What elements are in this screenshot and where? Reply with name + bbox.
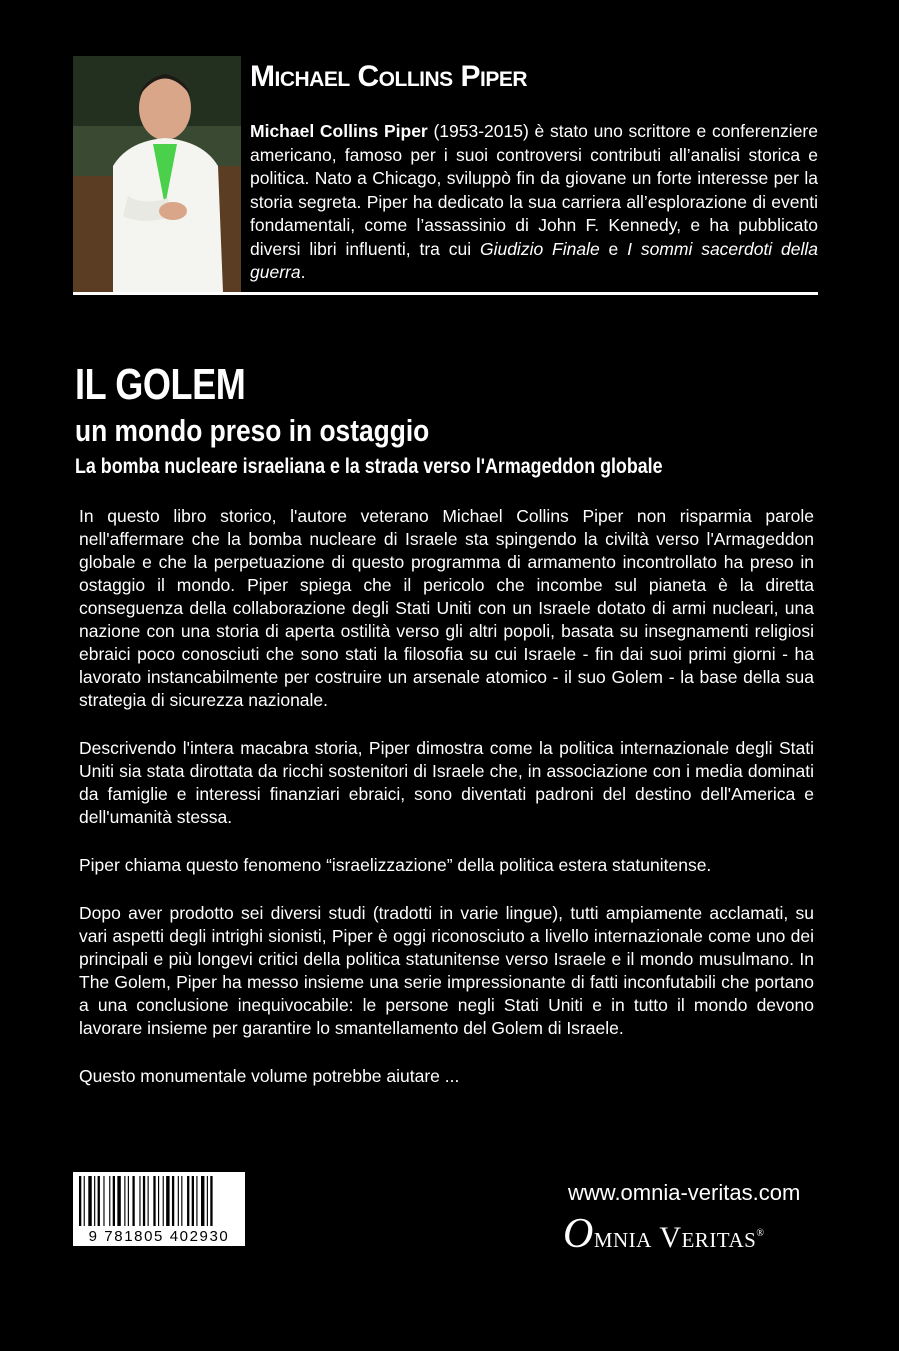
publisher-logo-initial: O — [563, 1211, 594, 1257]
blurb-paragraph: Dopo aver prodotto sei diversi studi (tradotti in varie lingue), tutti ampiamente acclamati, su vari aspetti degli intrighi sionisti, Piper è oggi riconosciuto a livello internazionale come uno dei principali e più longevi critici della politica statunitense verso Israele e il mondo musulmano. In The Golem, Piper ha messo insieme una serie impressionante di fatti inconfutabili che portano a una conclusione inequivocabile: le persone negli Stati Uniti e in tutto il mondo devono lavorare insieme per garantire lo smantellamento del Golem di Israele. — [79, 903, 814, 1038]
isbn-number: 9 781805 402930 — [88, 1228, 230, 1245]
barcode-bar — [88, 1176, 91, 1226]
barcode-bar — [187, 1176, 189, 1226]
registered-mark: ® — [756, 1228, 765, 1239]
barcode-bar — [166, 1176, 169, 1226]
barcode-bar — [181, 1176, 182, 1226]
barcode-bar — [84, 1176, 85, 1226]
barcode-bar — [158, 1176, 159, 1226]
barcode-bar — [153, 1176, 155, 1226]
barcode-bar — [196, 1176, 197, 1226]
author-bio-text-2: e — [599, 238, 628, 259]
barcode-bars — [73, 1172, 245, 1228]
barcode-bar — [128, 1176, 129, 1226]
barcode-bar — [113, 1176, 115, 1226]
barcode-bar — [109, 1176, 110, 1226]
book-blurb — [79, 505, 814, 1113]
barcode-bar — [192, 1176, 194, 1226]
author-name: Michael Collins Piper — [250, 60, 528, 93]
publisher-logo — [563, 1210, 764, 1258]
author-bio-name: Michael Collins Piper — [250, 121, 428, 141]
barcode-bar — [139, 1176, 140, 1226]
author-bio-text-1: (1953-2015) è stato uno scrittore e conferenziere americano, famoso per i suoi controversi contributi all’analisi storica e politica. Nato a Chicago, sviluppò fin da giovane un forte interesse per la storia segreta. Piper ha dedicato la sua carriera all’esplorazione di eventi fondamentali, come l’assassinio di John F. Kennedy, e ha pubblicato diversi libri influenti, tra cui — [250, 121, 818, 259]
book-title: IL GOLEM — [75, 360, 246, 409]
barcode-bar — [79, 1176, 81, 1226]
barcode-bar — [124, 1176, 125, 1226]
barcode-bar — [98, 1176, 100, 1226]
barcode-bar — [207, 1176, 208, 1226]
author-bio — [250, 120, 818, 285]
barcode-bar — [210, 1176, 212, 1226]
barcode-bar — [163, 1176, 164, 1226]
blurb-paragraph: Questo monumentale volume potrebbe aiutare ... — [79, 1066, 460, 1086]
barcode-bar — [143, 1176, 145, 1226]
blurb-paragraph: Descrivendo l'intera macabra storia, Piper dimostra come la politica internazionale degli Stati Uniti sia stata dirottata da ricchi sostenitori di Israele che, in associazione con i media dominati da famiglie e interessi finanziari ebraici, sono diventati padroni del destino dell'America e dell'umanità stessa. — [79, 738, 814, 827]
barcode-bar — [94, 1176, 95, 1226]
author-portrait-illustration — [73, 56, 241, 292]
barcode-bar — [178, 1176, 179, 1226]
publisher-logo-v: V — [659, 1221, 682, 1254]
blurb-paragraph: Piper chiama questo fenomeno “israelizzazione” della politica estera statunitense. — [79, 855, 712, 875]
publisher-logo-part-2: eritas — [681, 1221, 757, 1254]
book-tagline: La bomba nucleare israeliana e la strada verso l'Armageddon globale — [75, 455, 663, 478]
publisher-url: www.omnia-veritas.com — [568, 1180, 801, 1205]
section-divider — [73, 292, 818, 295]
isbn-barcode — [73, 1172, 245, 1246]
barcode-bar — [117, 1176, 120, 1226]
barcode-bar — [201, 1176, 204, 1226]
publisher-logo-part-1: mnia — [593, 1221, 660, 1254]
barcode-bar — [172, 1176, 174, 1226]
author-bio-text-3: . — [300, 262, 306, 282]
book-subtitle: un mondo preso in ostaggio — [75, 413, 430, 448]
blurb-paragraph: In questo libro storico, l'autore veterano Michael Collins Piper non risparmia parole nell'affermare che la bomba nucleare di Israele sta spingendo la civiltà verso l'Armageddon globale e che la perpetuazione di questo programma di armamento incontrollato ha preso in ostaggio il mondo. Piper spiega che il pericolo che incombe sul pianeta è la diretta conseguenza della collaborazione degli Stati Uniti con un Israele dotato di armi nucleari, una nazione con una storia di aperta ostilità verso gli altri popoli, basata su insegnamenti religiosi ebraici poco conosciuti che sono stati la filosofia su cui Israele - fin dai suoi primi giorni - ha lavorato instancabilmente per costruire un arsenale atomico - il suo Golem - la base della sua strategia di sicurezza nazionale. — [79, 506, 814, 710]
barcode-bar — [148, 1176, 149, 1226]
author-bio-book-1: Giudizio Finale — [479, 238, 600, 259]
author-photo — [73, 56, 241, 292]
barcode-bar — [103, 1176, 104, 1226]
barcode-bar — [132, 1176, 134, 1226]
author-bio-book-2: I sommi sacerdoti della guerra — [250, 238, 819, 282]
